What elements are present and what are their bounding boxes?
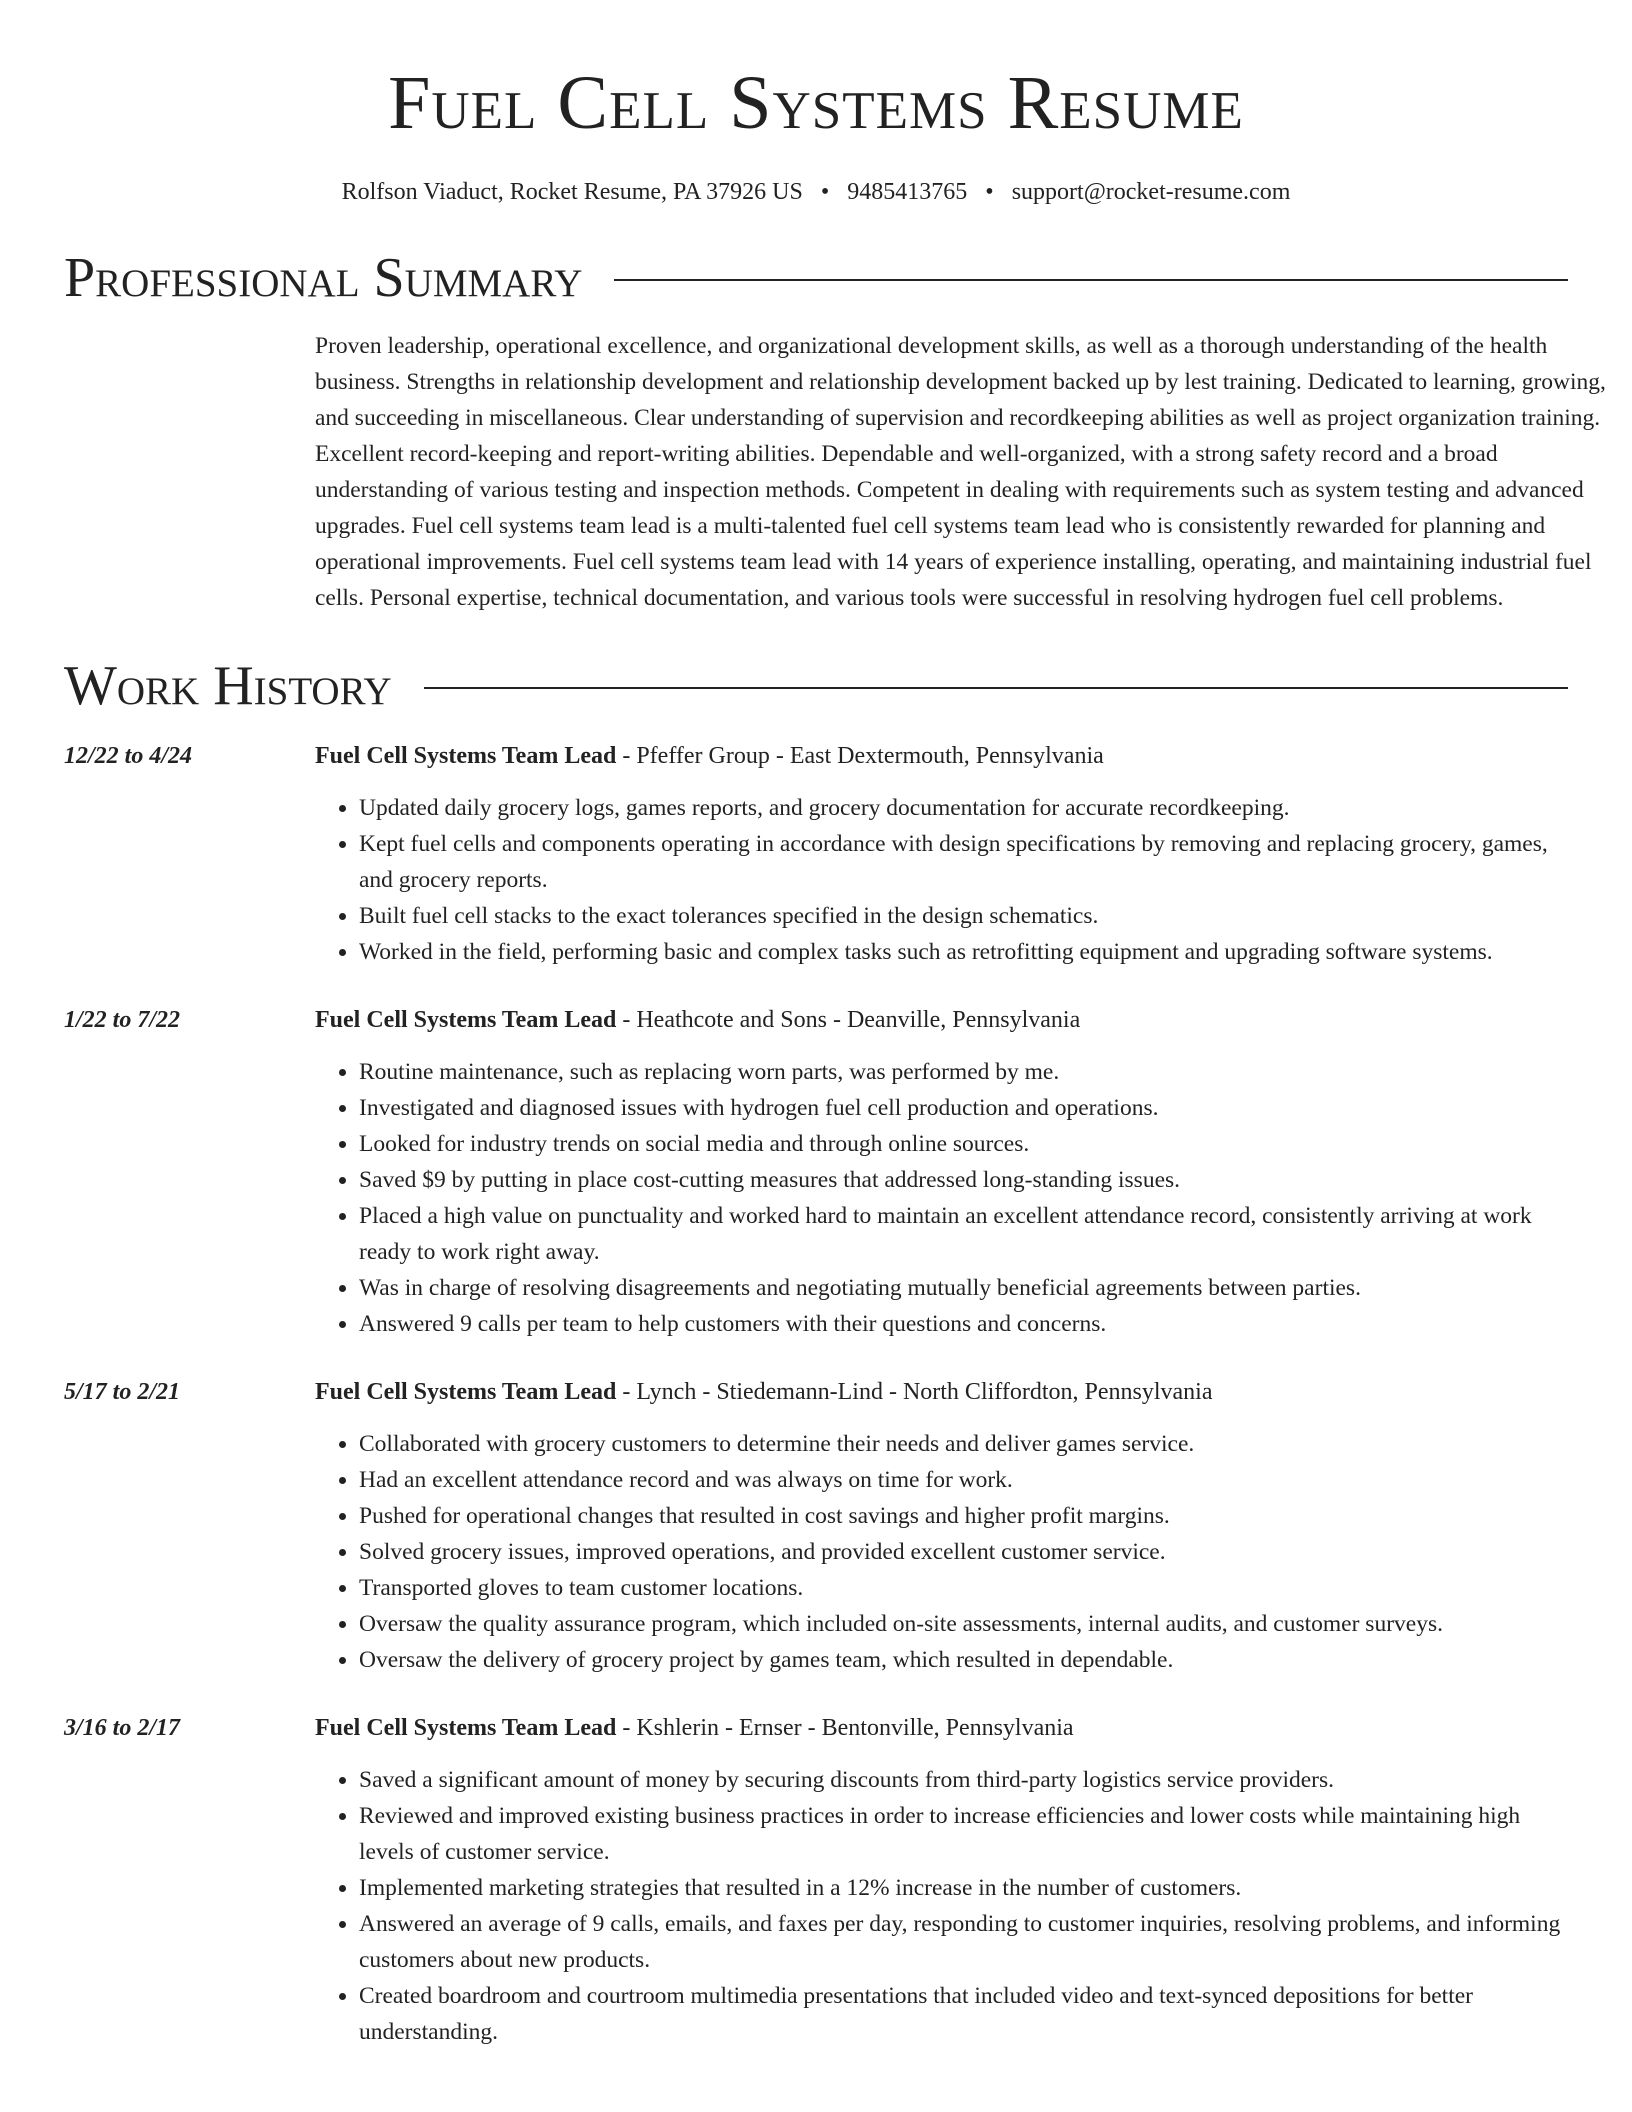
- contact-separator: •: [985, 179, 994, 205]
- job-bullet: • Collaborated with grocery customers to determine their needs and deliver games service.: [359, 1426, 1568, 1462]
- job-bullet: • Built fuel cell stacks to the exact tolerances specified in the design schematics.: [359, 898, 1568, 934]
- job-bullets: [315, 1054, 1568, 1342]
- job-header: [315, 1710, 1568, 1746]
- job-bullet: • Answered an average of 9 calls, emails, and faxes per day, responding to customer inquiries, resolving problems, and informing customers about new products.: [359, 1906, 1568, 1978]
- job-bullet: • Investigated and diagnosed issues with hydrogen fuel cell production and operations.: [359, 1090, 1568, 1126]
- job-bullets: [315, 1426, 1568, 1678]
- contact-email: support@rocket-resume.com: [1011, 179, 1291, 205]
- work-section-header: [64, 654, 1568, 718]
- job-title: Fuel Cell Systems Team Lead: [315, 1007, 617, 1033]
- summary-heading: Professional Summary: [64, 247, 583, 309]
- job-dates: 1/22 to 7/22: [64, 1007, 181, 1033]
- job-header: [315, 738, 1568, 774]
- job-bullet: • Saved a significant amount of money by securing discounts from third-party logistics service providers.: [359, 1762, 1568, 1798]
- job-bullet: • Pushed for operational changes that resulted in cost savings and higher profit margins.: [359, 1498, 1568, 1534]
- job-employer: - Lynch - Stiedemann-Lind - North Cliffordton, Pennsylvania: [616, 1379, 1213, 1405]
- summary-section-header: [64, 246, 1568, 310]
- job-title: Fuel Cell Systems Team Lead: [315, 743, 617, 769]
- job-bullet: • Answered 9 calls per team to help customers with their questions and concerns.: [359, 1306, 1568, 1342]
- job-bullet: • Had an excellent attendance record and was always on time for work.: [359, 1462, 1568, 1498]
- job-entry: [64, 1710, 1568, 2050]
- job-entry: [64, 1374, 1568, 1678]
- contact-address: Rolfson Viaduct, Rocket Resume, PA 37926 US: [341, 179, 803, 205]
- job-bullet: • Oversaw the quality assurance program, which included on-site assessments, internal audits, and customer surveys.: [359, 1606, 1568, 1642]
- contact-phone: 9485413765: [847, 179, 968, 205]
- job-bullet: • Saved $9 by putting in place cost-cutting measures that addressed long-standing issues.: [359, 1162, 1568, 1198]
- contact-separator: •: [820, 179, 830, 205]
- job-bullet: • Placed a high value on punctuality and worked hard to maintain an excellent attendance record, consistently arriving at work ready to work right away.: [359, 1198, 1568, 1270]
- work-heading: Work History: [64, 655, 392, 717]
- job-bullet: • Looked for industry trends on social media and through online sources.: [359, 1126, 1568, 1162]
- job-entry: [64, 1002, 1568, 1342]
- job-bullet: • Oversaw the delivery of grocery project by games team, which resulted in dependable.: [359, 1642, 1568, 1678]
- job-body: [315, 1710, 1568, 2050]
- job-bullet: • Routine maintenance, such as replacing worn parts, was performed by me.: [359, 1054, 1568, 1090]
- job-employer: - Kshlerin - Ernser - Bentonville, Pennsylvania: [616, 1715, 1074, 1741]
- summary-text: Proven leadership, operational excellence, and organizational development skills, as well as a thorough understanding of the health business. Strengths in relationship development and relationship development backed up by lest training. Dedicated to learning, growing, and succeeding in miscellaneous. Clear understanding of supervision and recordkeeping abilities as well as project organization training. Excellent record-keeping and report-writing abilities. Dependable and well-organized, with a strong safety record and a broad understanding of various testing and inspection methods. Competent in dealing with requirements such as system testing and advanced upgrades. Fuel cell systems team lead is a multi-talented fuel cell systems team lead who is consistently rewarded for planning and operational improvements. Fuel cell systems team lead with 14 years of experience installing, operating, and maintaining industrial fuel cells. Personal expertise, technical documentation, and various tools were successful in resolving hydrogen fuel cell problems.: [315, 333, 1606, 611]
- job-header: [315, 1002, 1568, 1038]
- job-bullet: • Transported gloves to team customer locations.: [359, 1570, 1568, 1606]
- job-dates: 3/16 to 2/17: [64, 1715, 181, 1741]
- resume-title: Fuel Cell Systems Resume: [388, 61, 1244, 145]
- job-dates: 5/17 to 2/21: [64, 1379, 181, 1405]
- job-body: [315, 1002, 1568, 1342]
- job-entry: [64, 738, 1568, 970]
- section-divider: [424, 687, 1568, 689]
- job-body: [315, 1374, 1568, 1678]
- job-bullet: • Kept fuel cells and components operating in accordance with design specifications by removing and replacing grocery, games, and grocery reports.: [359, 826, 1568, 898]
- job-title: Fuel Cell Systems Team Lead: [315, 1379, 617, 1405]
- job-bullet: • Reviewed and improved existing business practices in order to increase efficiencies and lower costs while maintaining high levels of customer service.: [359, 1798, 1568, 1870]
- job-bullets: [315, 790, 1568, 970]
- contact-line: [64, 176, 1568, 208]
- job-employer: - Pfeffer Group - East Dextermouth, Pennsylvania: [616, 743, 1104, 769]
- job-title: Fuel Cell Systems Team Lead: [315, 1715, 617, 1741]
- job-bullet: • Was in charge of resolving disagreements and negotiating mutually beneficial agreements between parties.: [359, 1270, 1568, 1306]
- job-dates: 12/22 to 4/24: [64, 743, 193, 769]
- job-bullets: [315, 1762, 1568, 2050]
- job-header: [315, 1374, 1568, 1410]
- job-employer: - Heathcote and Sons - Deanville, Pennsylvania: [616, 1007, 1081, 1033]
- job-bullet: • Implemented marketing strategies that resulted in a 12% increase in the number of customers.: [359, 1870, 1568, 1906]
- job-bullet: • Worked in the field, performing basic and complex tasks such as retrofitting equipment and upgrading software systems.: [359, 934, 1568, 970]
- job-bullet: • Solved grocery issues, improved operations, and provided excellent customer service.: [359, 1534, 1568, 1570]
- job-bullet: • Created boardroom and courtroom multimedia presentations that included video and text-synced depositions for better understanding.: [359, 1978, 1568, 2050]
- job-bullet: • Updated daily grocery logs, games reports, and grocery documentation for accurate recordkeeping.: [359, 790, 1568, 826]
- job-body: [315, 738, 1568, 970]
- section-divider: [614, 279, 1568, 281]
